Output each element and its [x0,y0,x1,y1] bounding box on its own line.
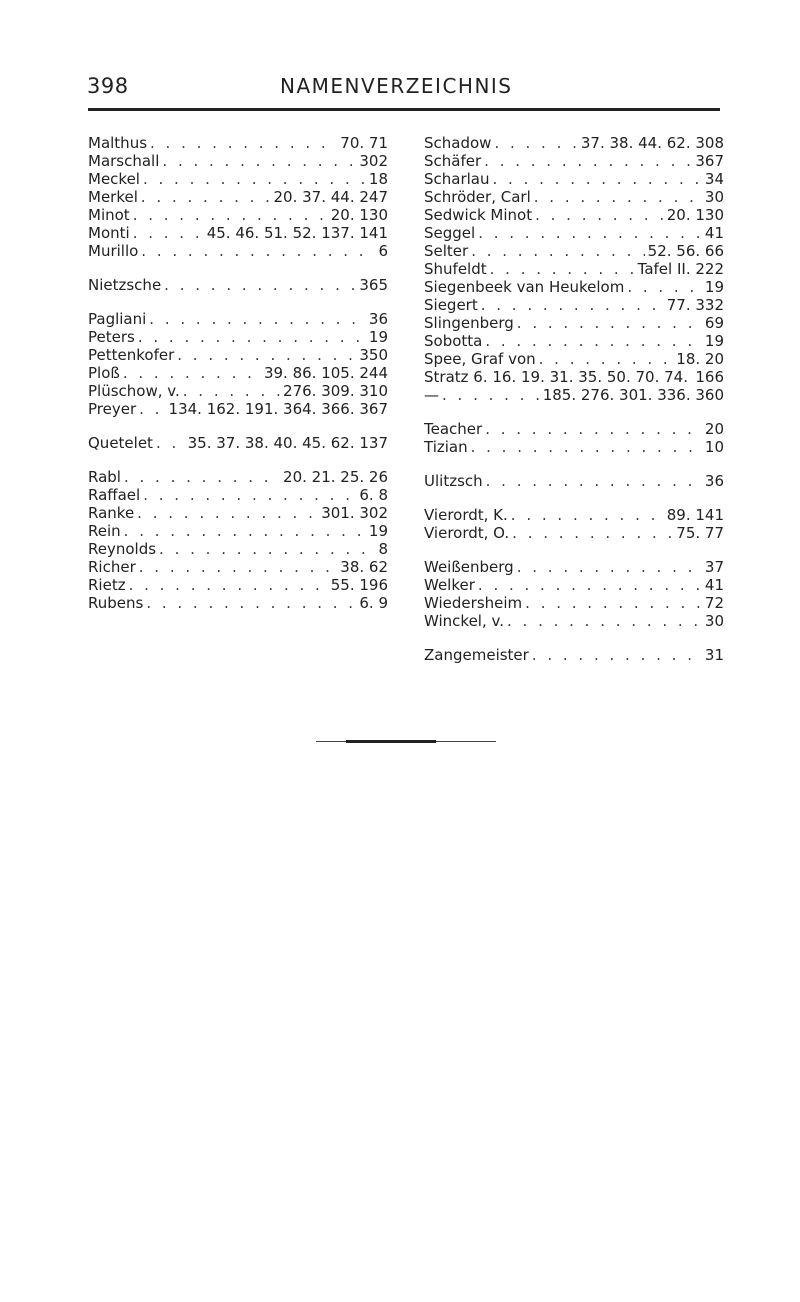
index-entry [88,346,388,364]
index-entry [88,468,388,486]
entry-name: Reynolds [88,540,157,558]
entry-pages: 69 [704,314,724,332]
dot-leader [146,594,356,612]
dot-leader [442,386,540,404]
index-entry [88,188,388,206]
entry-pages: Tafel II. 222 [637,260,724,278]
header-rule [88,108,720,111]
entry-name: Welker [424,576,475,594]
dot-leader [478,576,702,594]
index-entry [424,350,724,368]
dot-leader [493,170,702,188]
entry-name: Meckel [88,170,140,188]
index-entry [424,612,724,630]
entry-name: Malthus [88,134,148,152]
entry-name: Sobotta [424,332,483,350]
dot-leader [484,152,692,170]
dot-leader [485,420,702,438]
dot-leader [141,242,375,260]
entry-pages: 37 [704,558,724,576]
dot-leader [129,576,328,594]
dot-leader [139,558,338,576]
entry-pages: 36 [704,472,724,490]
entry-pages: 185. 276. 301. 336. 360 [542,386,724,404]
entry-name: Teacher [424,420,483,438]
index-entry [424,188,724,206]
entry-name: Weißenberg [424,558,514,576]
index-entry [88,152,388,170]
dot-leader [535,206,664,224]
index-entry [424,558,724,576]
entry-pages: 6. 9 [359,594,388,612]
dot-leader [471,242,644,260]
entry-pages: 8 [378,540,388,558]
entry-pages: 72 [704,594,724,612]
entry-name: Minot [88,206,130,224]
dot-leader [183,382,280,400]
entry-name: Rietz [88,576,126,594]
index-entry [88,328,388,346]
dot-leader [478,224,702,242]
index-entry [424,506,724,524]
dot-leader [139,400,165,418]
entry-pages: 77. 332 [666,296,724,314]
entry-pages: 18 [368,170,388,188]
entry-name: Schröder, Carl [424,188,531,206]
index-entry [88,310,388,328]
dot-leader [141,188,271,206]
entry-name: Sedwick Minot [424,206,533,224]
index-entry [424,576,724,594]
index-entry [88,434,388,452]
index-entry [424,170,724,188]
dot-leader [517,558,702,576]
entry-name: Siegert [424,296,478,314]
entry-pages: 134. 162. 191. 364. 366. 367 [168,400,388,418]
index-entry [88,206,388,224]
entry-pages: 89. 141 [666,506,724,524]
dot-leader [539,350,674,368]
entry-pages: 45. 46. 51. 52. 137. 141 [206,224,388,242]
index-entry [424,594,724,612]
index-entry [88,382,388,400]
index-entry [424,278,724,296]
dot-leader [150,134,337,152]
entry-name: Slingenberg [424,314,514,332]
entry-name: Marschall [88,152,160,170]
entry-pages: 41 [704,224,724,242]
index-entry [88,400,388,418]
dot-leader [494,134,577,152]
index-entry [88,276,388,294]
entry-name: Zangemeister [424,646,529,664]
entry-pages: 31 [704,646,724,664]
entry-name: Peters [88,328,135,346]
index-entry [424,296,724,314]
entry-name: Murillo [88,242,139,260]
entry-pages: 37. 38. 44. 62. 308 [580,134,724,152]
index-entry [424,242,724,260]
entry-name: Quetelet [88,434,153,452]
dot-leader [691,368,692,386]
entry-name: Plüschow, v. [88,382,180,400]
index-entry [424,386,724,404]
dot-leader [159,540,375,558]
entry-pages: 20. 130 [666,206,724,224]
dot-leader [534,188,702,206]
index-entry [88,242,388,260]
entry-pages: 20 [704,420,724,438]
dot-leader [511,506,664,524]
entry-name: Tizian [424,438,468,456]
dot-leader [162,152,356,170]
entry-pages: 6 [378,242,388,260]
entry-pages: 75. 77 [676,524,724,542]
dot-leader [164,276,356,294]
dot-leader [517,314,702,332]
entry-pages: 20. 37. 44. 247 [273,188,388,206]
entry-pages: 276. 309. 310 [283,382,388,400]
entry-pages: 19 [704,278,724,296]
entry-pages: 20. 130 [330,206,388,224]
index-entry [424,420,724,438]
index-entry [424,646,724,664]
entry-name: Ranke [88,504,135,522]
entry-pages: 350 [359,346,388,364]
entry-pages: 52. 56. 66 [647,242,724,260]
dot-leader [156,434,185,452]
index-entry [88,522,388,540]
index-entry [88,170,388,188]
index-entry [424,368,724,386]
entry-pages: 30 [704,188,724,206]
dot-leader [507,612,702,630]
index-entry [424,472,724,490]
entry-pages: 18. 20 [676,350,724,368]
index-entry [88,594,388,612]
entry-pages: 20. 21. 25. 26 [283,468,388,486]
index-entry [88,504,388,522]
entry-pages: 55. 196 [330,576,388,594]
dot-leader [627,278,702,296]
index-entry [424,224,724,242]
entry-name: Rein [88,522,121,540]
dot-leader [486,472,702,490]
entry-pages: 10 [704,438,724,456]
dot-leader [123,364,261,382]
dot-leader [143,170,366,188]
index-entry [424,314,724,332]
entry-name: Spee, Graf von [424,350,536,368]
index-entry [424,206,724,224]
index-column-right [424,134,724,664]
index-entry [424,134,724,152]
dot-leader [481,296,664,314]
index-entry [424,524,724,542]
entry-name: Pettenkofer [88,346,175,364]
dot-leader [133,224,204,242]
dot-leader [137,504,318,522]
index-entry [424,152,724,170]
index-entry [88,540,388,558]
dot-leader [133,206,328,224]
index-entry [88,558,388,576]
entry-name: Ulitzsch [424,472,483,490]
entry-name: Nietzsche [88,276,162,294]
index-entry [424,260,724,278]
index-entry [88,576,388,594]
entry-name: — [424,386,439,404]
dot-leader [485,332,702,350]
entry-name: Monti [88,224,130,242]
index-entry [88,364,388,382]
index-column-left [88,134,388,612]
entry-name: Vierordt, K. [424,506,508,524]
running-head: NAMENVERZEICHNIS [280,74,513,98]
entry-pages: 39. 86. 105. 244 [263,364,388,382]
entry-name: Scharlau [424,170,490,188]
entry-pages: 38. 62 [340,558,388,576]
dot-leader [143,486,356,504]
index-entry [424,438,724,456]
entry-name: Schadow [424,134,492,152]
index-entry [88,134,388,152]
entry-pages: 19 [368,522,388,540]
entry-name: Vierordt, O. [424,524,510,542]
entry-name: Stratz 6. 16. 19. 31. 35. 50. 70. 74. [424,368,688,386]
entry-name: Ploß [88,364,120,382]
entry-pages: 30 [704,612,724,630]
dot-leader [124,522,366,540]
entry-pages: 34 [704,170,724,188]
entry-name: Rubens [88,594,144,612]
entry-name: Rabl [88,468,121,486]
dot-leader [138,328,366,346]
entry-name: Selter [424,242,469,260]
entry-name: Raffael [88,486,141,504]
index-entry [424,332,724,350]
entry-name: Shufeldt [424,260,487,278]
entry-name: Merkel [88,188,138,206]
entry-name: Winckel, v. [424,612,504,630]
dot-leader [490,260,635,278]
entry-pages: 166 [695,368,724,386]
entry-name: Seggel [424,224,476,242]
entry-name: Pagliani [88,310,147,328]
entry-pages: 301. 302 [321,504,388,522]
entry-pages: 70. 71 [340,134,388,152]
dot-leader [177,346,356,364]
dot-leader [532,646,702,664]
entry-pages: 367 [695,152,724,170]
entry-pages: 302 [359,152,388,170]
entry-pages: 41 [704,576,724,594]
entry-pages: 35. 37. 38. 40. 45. 62. 137 [187,434,388,452]
dot-leader [512,524,673,542]
entry-pages: 6. 8 [359,486,388,504]
index-entry [88,486,388,504]
entry-pages: 19 [368,328,388,346]
entry-name: Siegenbeek van Heukelom [424,278,625,296]
index-entry [88,224,388,242]
dot-leader [471,438,702,456]
entry-name: Preyer [88,400,137,418]
entry-name: Richer [88,558,136,576]
entry-pages: 365 [359,276,388,294]
entry-pages: 19 [704,332,724,350]
dot-leader [124,468,280,486]
dot-leader [525,594,702,612]
entry-name: Wiedersheim [424,594,523,612]
page-number: 398 [87,74,129,98]
entry-pages: 36 [368,310,388,328]
entry-name: Schäfer [424,152,482,170]
dot-leader [149,310,366,328]
end-rule [316,741,496,742]
